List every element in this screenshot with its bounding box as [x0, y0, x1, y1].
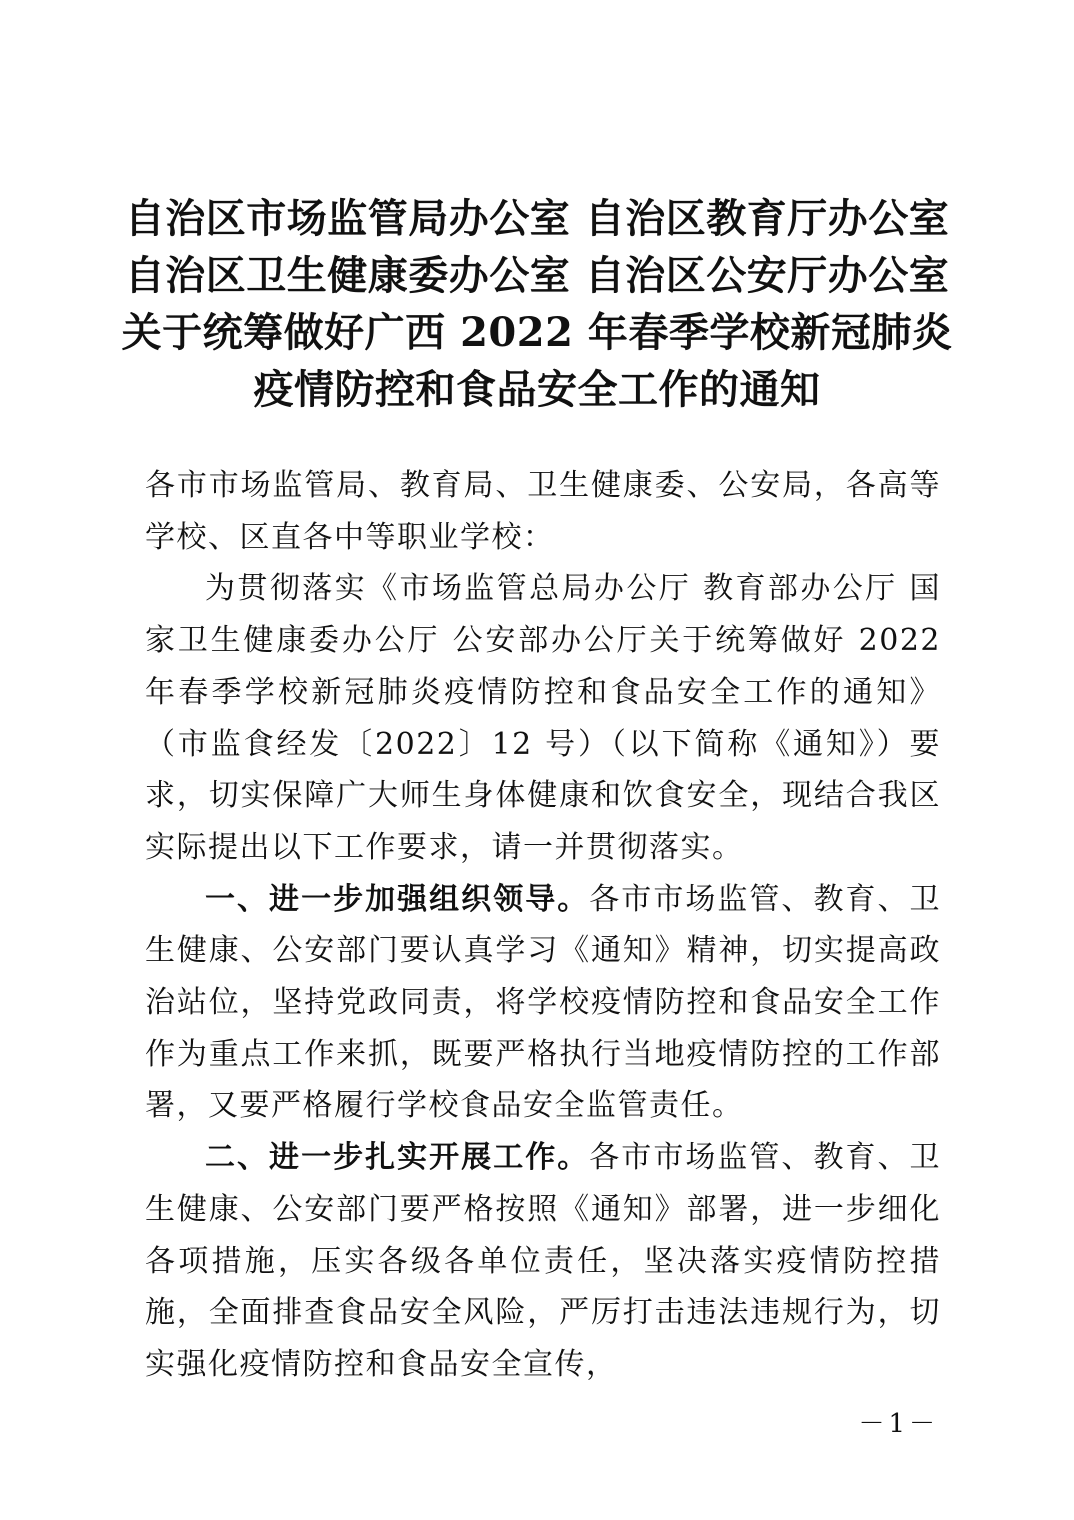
document-body [145, 460, 941, 1391]
title-line: 疫情防控和食品安全工作的通知 [253, 366, 821, 413]
title-line: 自治区市场监管局办公室 自治区教育厅办公室 [124, 195, 950, 242]
section-heading: 一、进一步加强组织领导。 [205, 881, 590, 917]
title-line: 关于统筹做好广西 2022 年春季学校新冠肺炎 [121, 309, 953, 356]
document-title [120, 190, 954, 418]
section-heading: 二、进一步扎实开展工作。 [205, 1140, 590, 1176]
intro-paragraph: 为贯彻落实《市场监管总局办公厅 教育部办公厅 国家卫生健康委办公厅 公安部办公厅关于统筹做好 2022 年春季学校新冠肺炎疫情防控和食品安全工作的通知》（市监食经发〔2022〕12 号）（以下简称《通知》）要求，切实保障广大师生身体健康和饮食安全，现结合我区实际提出以下工作要求，请一并贯彻落实。 [145, 571, 941, 865]
page-number: －1－ [858, 1409, 939, 1439]
section-paragraph [145, 874, 941, 1133]
addressee: 各市市场监管局、教育局、卫生健康委、公安局，各高等学校、区直各中等职业学校： [145, 468, 941, 555]
section-text: 各市市场监管、教育、卫生健康、公安部门要严格按照《通知》部署，进一步细化各项措施，压实各级各单位责任，坚决落实疫情防控措施，全面排查食品安全风险，严厉打击违法违规行为，切实强化疫情防控和食品安全宣传， [145, 1140, 942, 1382]
section-paragraph [145, 1132, 941, 1391]
title-line: 自治区卫生健康委办公室 自治区公安厅办公室 [124, 252, 950, 299]
section-text: 各市市场监管、教育、卫生健康、公安部门要认真学习《通知》精神，切实提高政治站位，坚持党政同责，将学校疫情防控和食品安全工作作为重点工作来抓，既要严格执行当地疫情防控的工作部署，又要严格履行学校食品安全监管责任。 [145, 881, 942, 1124]
